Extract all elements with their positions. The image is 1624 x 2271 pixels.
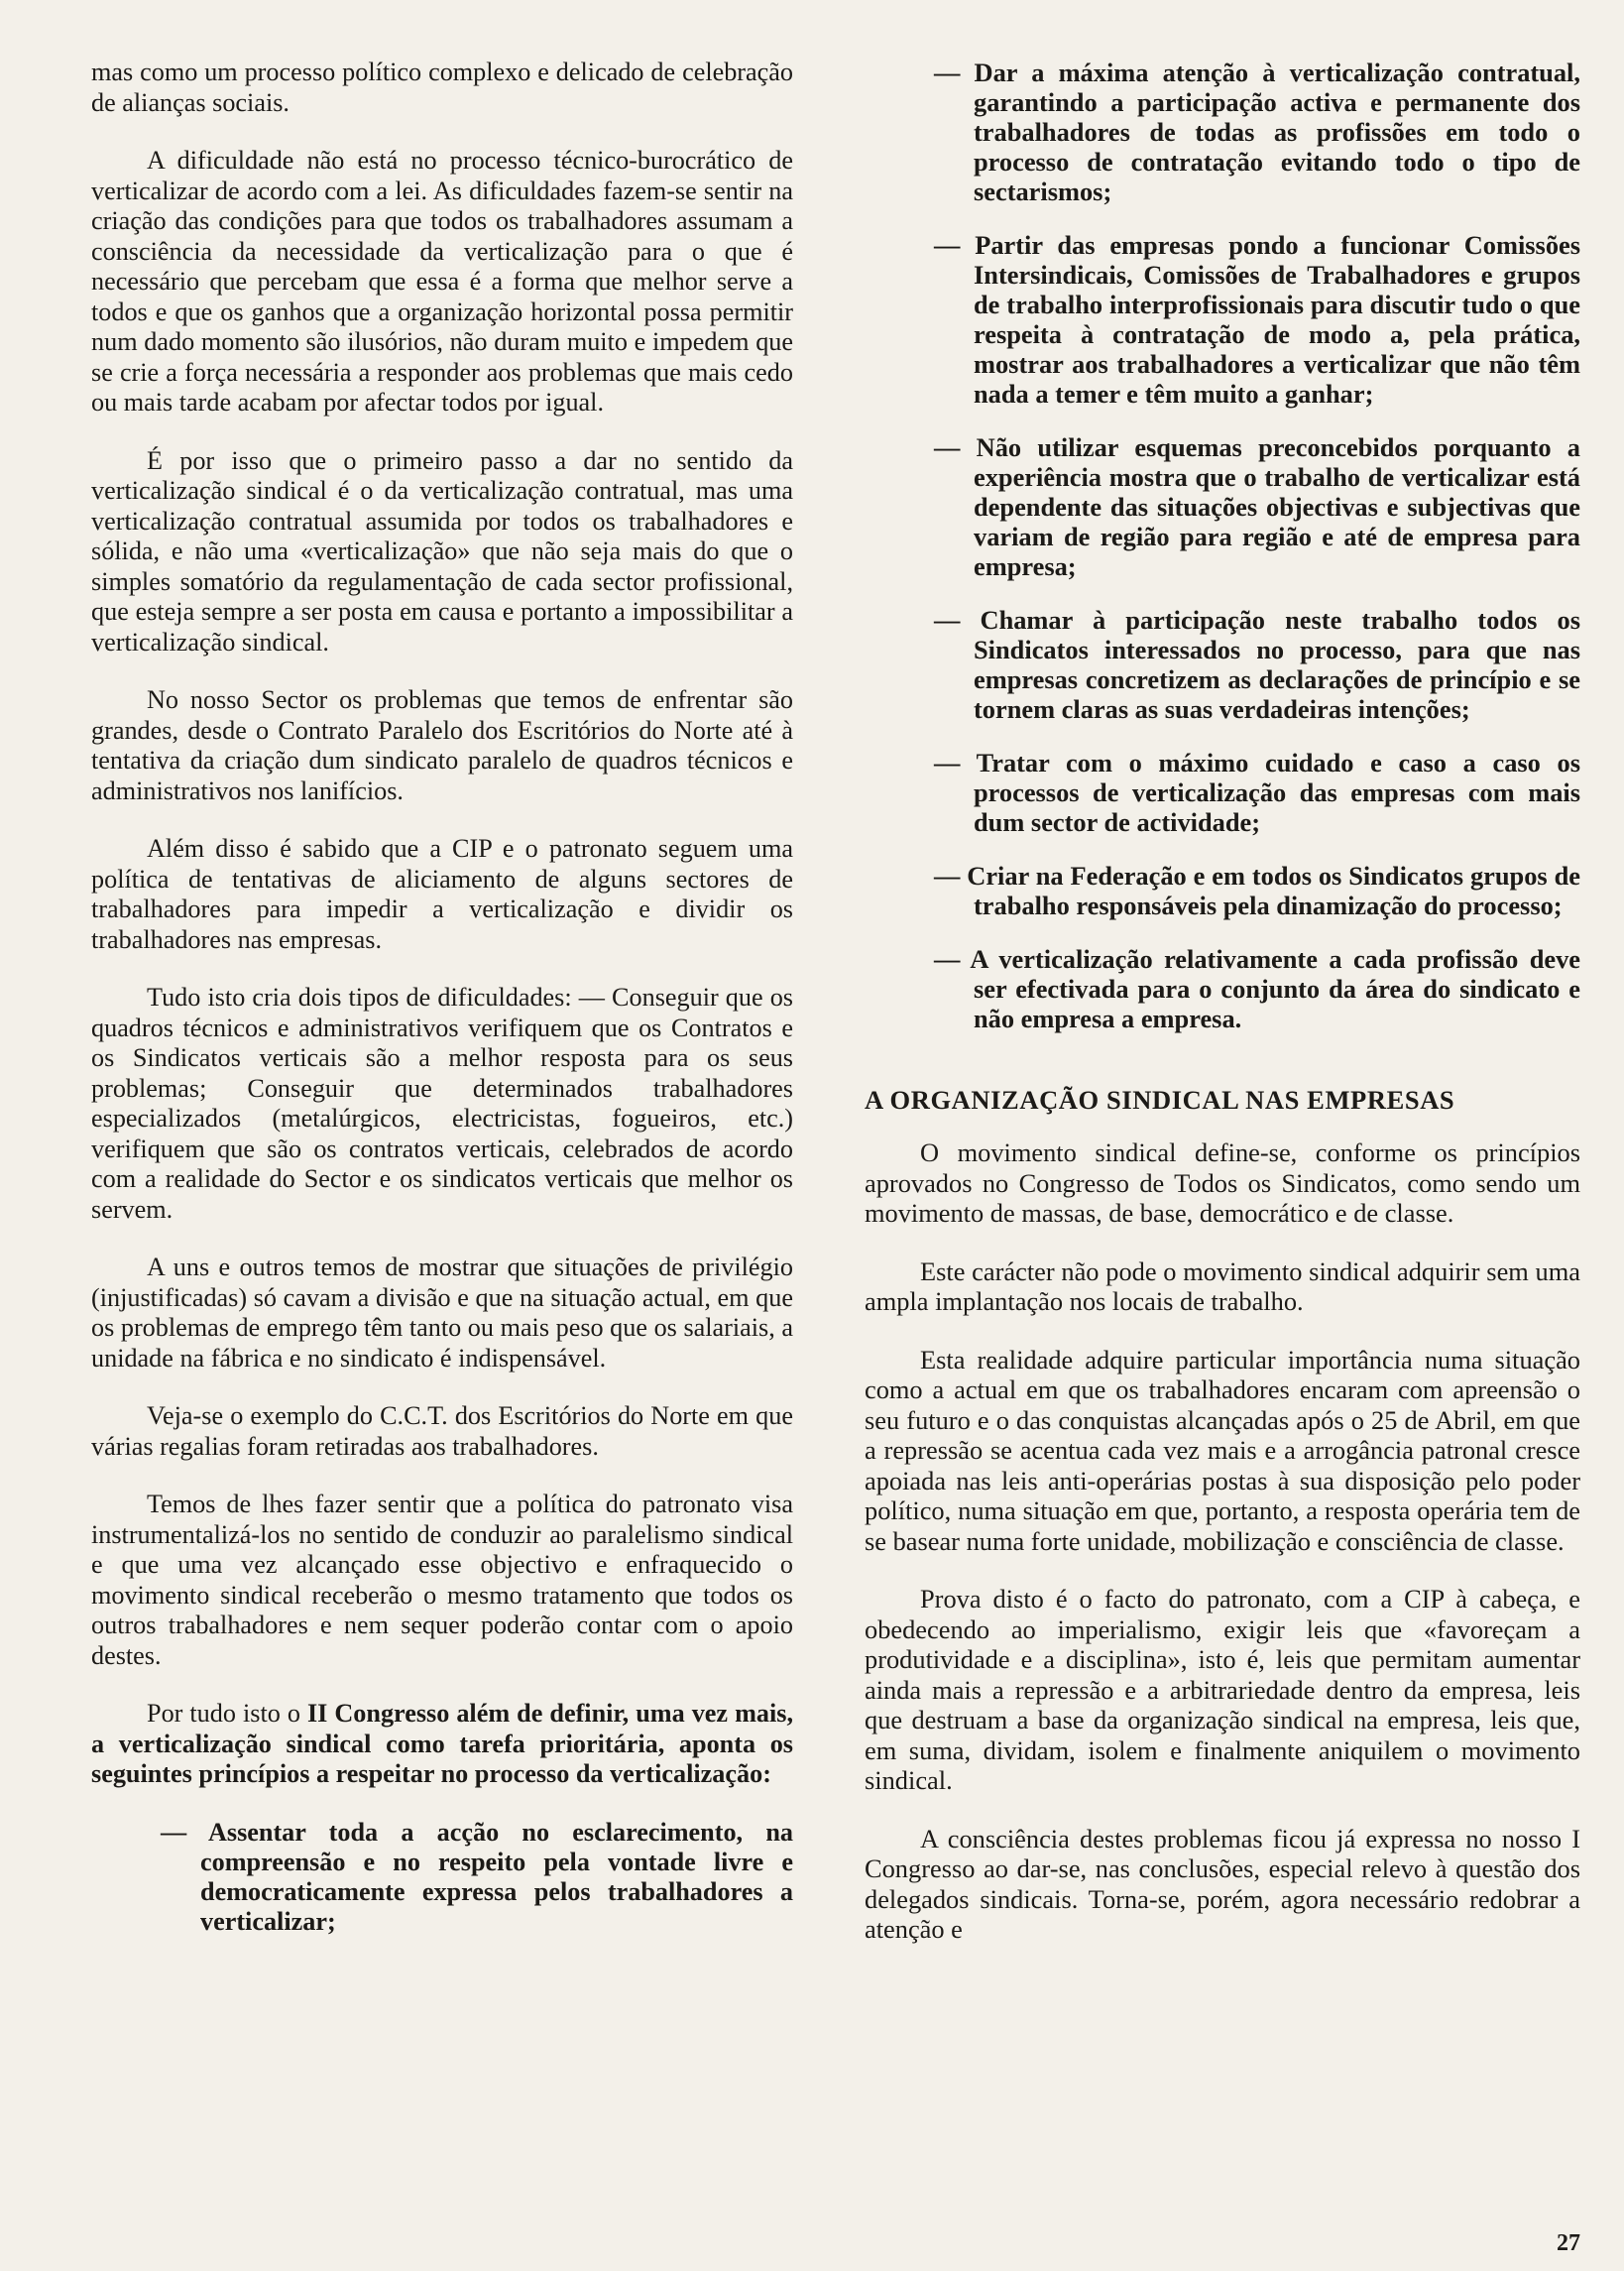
paragraph: É por isso que o primeiro passo a dar no sentido da verticalização sindical é o da verticalização contratual, mas uma verticalização contratual assumida por todos os trabalhadores e sólida, e não uma «verticalização» que não seja mais do que o simples somatório da regulamentação de cada sector profissional, que esteja sempre a ser posta em causa e portanto a impossibilitar a verticalização sindical. bbox=[91, 445, 793, 657]
right-column bbox=[865, 58, 1580, 1972]
paragraph: A consciência destes problemas ficou já expressa no nosso I Congresso ao dar-se, nas conclusões, especial relevo à questão dos delegados sindicais. Torna-se, porém, agora necessário redobrar a atenção e bbox=[865, 1823, 1580, 1944]
page-number: 27 bbox=[1557, 2230, 1580, 2256]
paragraph: Veja-se o exemplo do C.C.T. dos Escritórios do Norte em que várias regalias foram retiradas aos trabalhadores. bbox=[91, 1401, 793, 1461]
principle-item: — Partir das empresas pondo a funcionar Comissões Intersindicais, Comissões de Trabalhadores e grupos de trabalho interprofissionais para discutir tudo o que respeita à contratação de modo a, pela prática, mostrar aos trabalhadores a verticalizar que não têm nada a temer e têm muito a ganhar; bbox=[934, 230, 1580, 409]
paragraph bbox=[91, 1699, 793, 1790]
paragraph: No nosso Sector os problemas que temos de enfrentar são grandes, desde o Contrato Paralelo dos Escritórios do Norte até à tentativa da criação dum sindicato paralelo de quadros técnicos e administrativos nos lanifícios. bbox=[91, 685, 793, 805]
principle-item: — Assentar toda a acção no esclarecimento, na compreensão e no respeito pela vontade livre e democraticamente expressa pelos trabalhadores a verticalizar; bbox=[161, 1817, 793, 1936]
paragraph: Esta realidade adquire particular importância numa situação como a actual em que os trabalhadores encaram com apreensão o seu futuro e o das conquistas alcançadas após o 25 de Abril, em que a repressão se acentua cada vez mais e a arrogância patronal cresce apoiada nas leis anti-operárias postas à sua disposição pelo poder político, numa situação em que, portanto, a resposta operária tem de se basear numa forte unidade, mobilização e consciência de classe. bbox=[865, 1344, 1580, 1556]
paragraph: A dificuldade não está no processo técnico-burocrático de verticalizar de acordo com a lei. As dificuldades fazem-se sentir na criação das condições para que todos os trabalhadores assumam a consciência da necessidade da verticalização para o que é necessário que percebam que essa é a forma que melhor serve a todos e que os ganhos que a organização horizontal possa permitir num dado momento são ilusórios, não duram muito e impedem que se crie a força necessária a responder aos problemas que mais cedo ou mais tarde acabam por afectar todos por igual. bbox=[91, 146, 793, 417]
principle-item: — A verticalização relativamente a cada profissão deve ser efectivada para o conjunto da área do sindicato e não empresa a empresa. bbox=[934, 944, 1580, 1033]
principle-item: — Tratar com o máximo cuidado e caso a caso os processos de verticalização das empresas com mais dum sector de actividade; bbox=[934, 748, 1580, 837]
paragraph: Prova disto é o facto do patronato, com a CIP à cabeça, e obedecendo ao imperialismo, exigir leis que «favoreçam a produtividade e a disciplina», isto é, leis que permitam aumentar ainda mais a repressão e a arbitrariedade dentro da empresa, leis que destruam a base da organização sindical na empresa, leis que, em suma, dividam, isolem e finalmente aniquilem o movimento sindical. bbox=[865, 1584, 1580, 1795]
paragraph: Tudo isto cria dois tipos de dificuldades: — Conseguir que os quadros técnicos e administrativos verifiquem que os Contratos e os Sindicatos verticais são a melhor resposta para os seus problemas; Conseguir que determinados trabalhadores especializados (metalúrgicos, electricistas, fogueiros, etc.) verifiquem que são os contratos verticais, celebrados de acordo com a realidade do Sector e os sindicatos verticais que melhor os servem. bbox=[91, 983, 793, 1224]
paragraph: O movimento sindical define-se, conforme os princípios aprovados no Congresso de Todos os Sindicatos, como sendo um movimento de massas, de base, democrático e de classe. bbox=[865, 1137, 1580, 1228]
principle-item: — Não utilizar esquemas preconcebidos porquanto a experiência mostra que o trabalho de verticalizar está dependente das situações objectivas e subjectivas que variam de região para região e até de empresa para empresa; bbox=[934, 432, 1580, 581]
principle-item: — Dar a máxima atenção à verticalização contratual, garantindo a participação activa e permanente dos trabalhadores de todas as profissões em todo o processo de contratação evitando todo o tipo de sectarismos; bbox=[934, 58, 1580, 206]
paragraph: Além disso é sabido que a CIP e o patronato seguem uma política de tentativas de aliciamento de alguns sectores de trabalhadores para impedir a verticalização e dividir os trabalhadores nas empresas. bbox=[91, 834, 793, 954]
paragraph: A uns e outros temos de mostrar que situações de privilégio (injustificadas) só cavam a divisão e que na situação actual, em que os problemas de emprego têm tanto ou mais peso que os salariais, a unidade na fábrica e no sindicato é indispensável. bbox=[91, 1253, 793, 1373]
paragraph: Temos de lhes fazer sentir que a política do patronato visa instrumentalizá-los no sentido de conduzir ao paralelismo sindical e que uma vez alcançado esse objectivo e enfraquecido o movimento sindical receberão o mesmo tratamento que todos os outros trabalhadores e nem sequer poderão contar com o apoio destes. bbox=[91, 1490, 793, 1670]
paragraph: mas como um processo político complexo e delicado de celebração de alianças sociais. bbox=[91, 58, 793, 117]
section-heading: A ORGANIZAÇÃO SINDICAL NAS EMPRESAS bbox=[865, 1085, 1455, 1115]
principle-item: — Criar na Federação e em todos os Sindicatos grupos de trabalho responsáveis pela dinamização do processo; bbox=[934, 861, 1580, 920]
left-column bbox=[91, 58, 793, 1961]
paragraph-bold-text: II Congresso além de definir, uma vez mais, a verticalização sindical como tarefa prioritária, aponta os seguintes princípios a respeitar no processo da verticalização: bbox=[91, 1699, 793, 1788]
paragraph-lead: Por tudo isto o bbox=[147, 1699, 307, 1728]
principle-item: — Chamar à participação neste trabalho todos os Sindicatos interessados no processo, para que nas empresas concretizem as declarações de princípio e se tornem claras as suas verdadeiras intenções; bbox=[934, 605, 1580, 724]
paragraph: Este carácter não pode o movimento sindical adquirir sem uma ampla implantação nos locais de trabalho. bbox=[865, 1255, 1580, 1316]
